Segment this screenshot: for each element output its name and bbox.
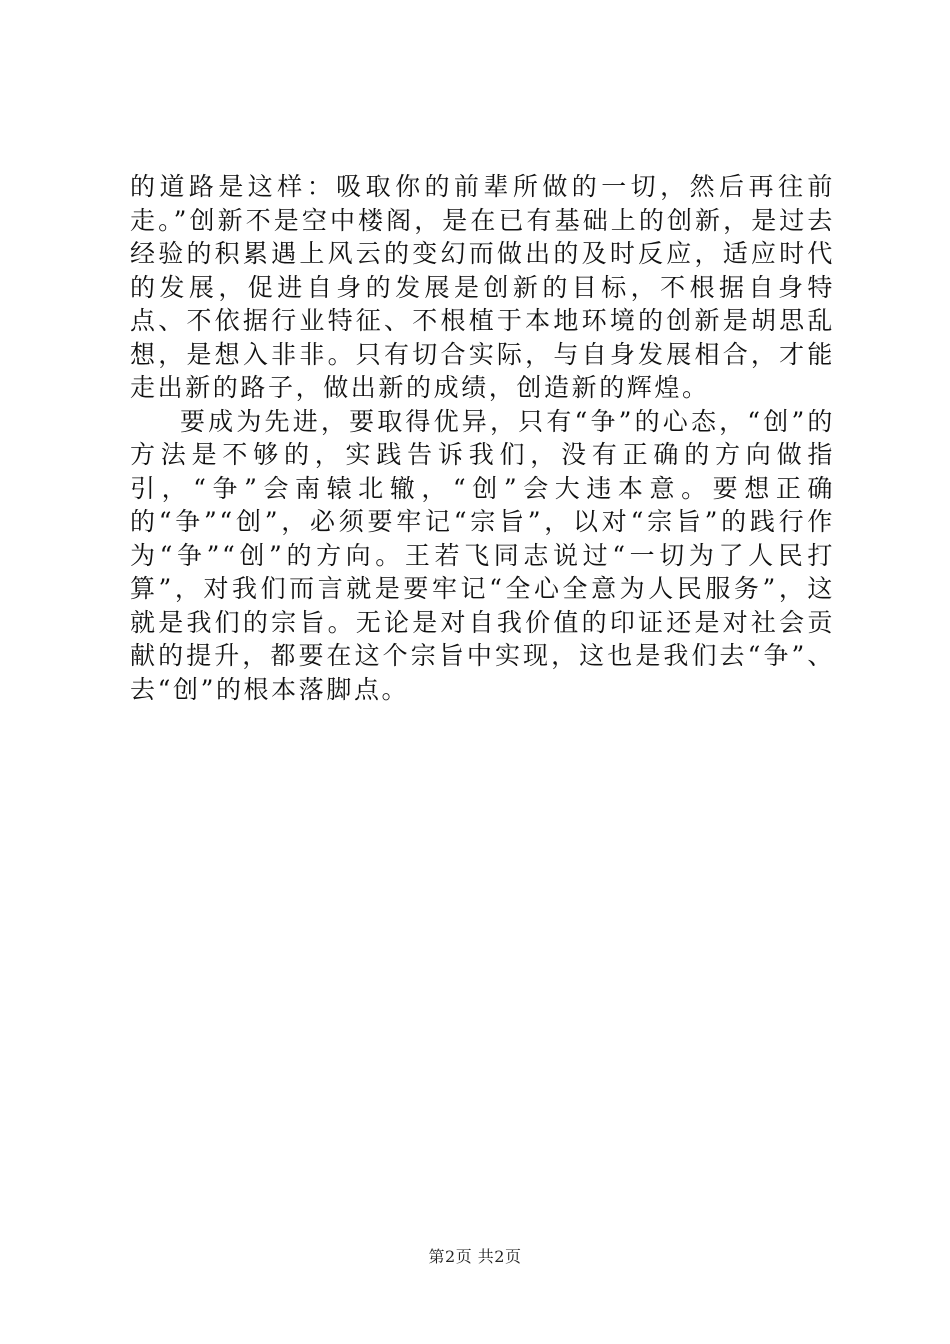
paragraph-purpose: 要成为先进，要取得优异，只有“争”的心态，“创”的方法是不够的，实践告诉我们，没有正确的方向做指引，“争”会南辕北辙，“创”会大违本意。要想正确的“争”“创”，必须要牢记“宗旨”，以对“宗旨”的践行作为“争”“创”的方向。王若飞同志说过“一切为了人民打算”，对我们而言就是要牢记“全心全意为人民服务”，这就是我们的宗旨。无论是对自我价值的印证还是对社会贡献的提升，都要在这个宗旨中实现，这也是我们去“争”、去“创”的根本落脚点。 xyxy=(130,406,835,704)
paragraph-continuation: 的道路是这样：吸取你的前辈所做的一切，然后再往前走。”创新不是空中楼阁，是在已有基础上的创新，是过去经验的积累遇上风云的变幻而做出的及时反应，适应时代的发展，促进自身的发展是创新的目标，不根据自身特点、不依据行业特征、不根植于本地环境的创新是胡思乱想，是想入非非。只有切合实际，与自身发展相合，才能走出新的路子，做出新的成绩，创造新的辉煌。 xyxy=(130,172,835,402)
page-number-footer: 第2页 共2页 xyxy=(428,1247,522,1266)
document-body xyxy=(130,170,835,706)
